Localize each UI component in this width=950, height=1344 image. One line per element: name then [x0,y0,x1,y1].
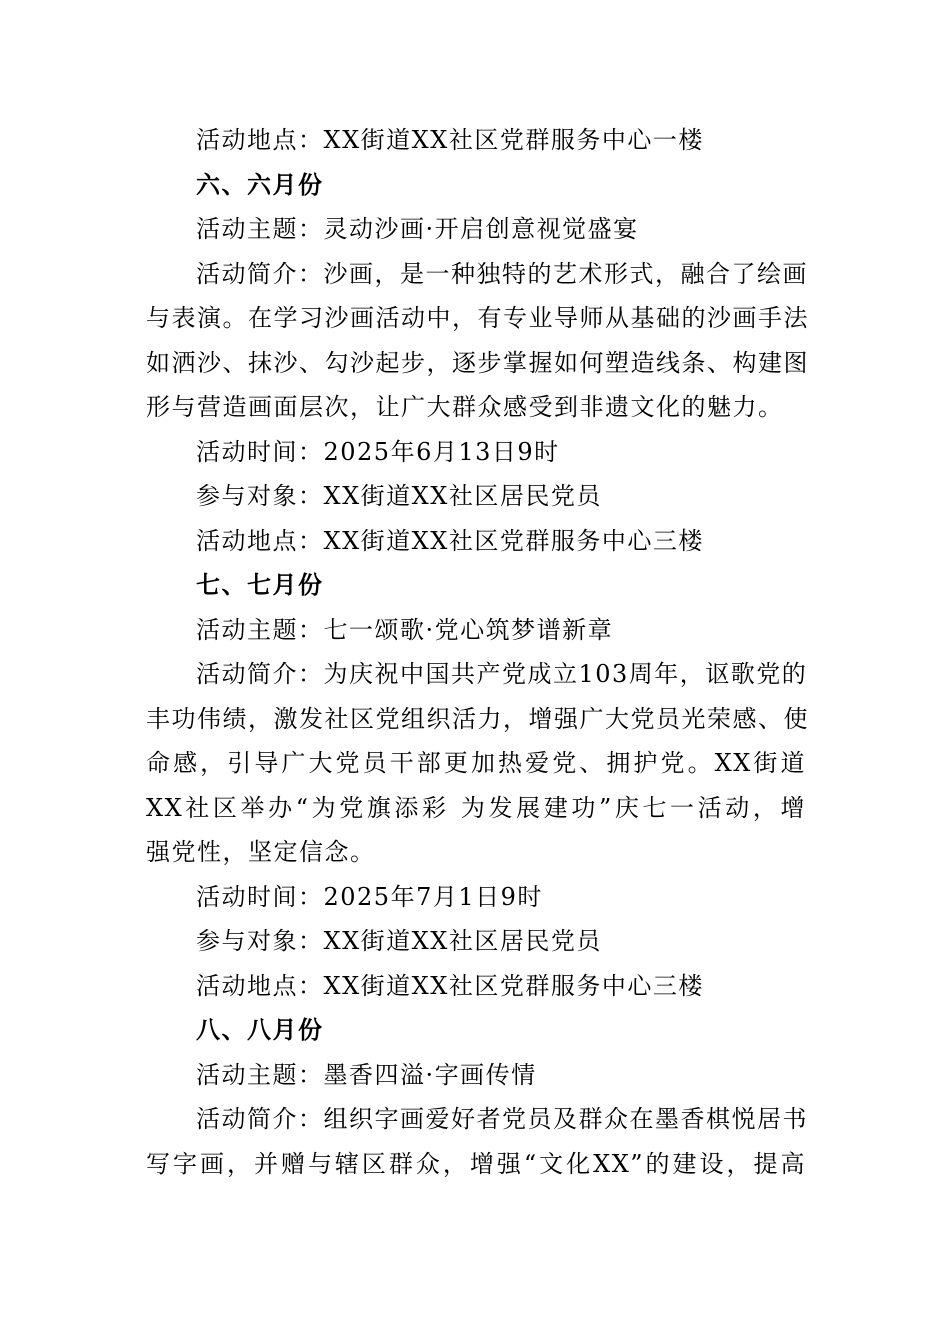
paragraph-line: 与表演。在学习沙画活动中，有专业导师从基础的沙画手法 [146,304,809,332]
paragraph-line: 丰功伟绩，激发社区党组织活力，增强广大党员光荣感、使 [146,704,809,733]
field-location: 活动地点：XX街道XX社区党群服务中心三楼 [196,526,704,555]
paragraph-line: 活动简介：沙画，是一种独特的艺术形式，融合了绘画 [196,259,808,288]
paragraph-line: XX社区举办“为党旗添彩 为发展建功”庆七一活动，增 [146,793,806,822]
field-time: 活动时间：2025年6月13日9时 [196,437,560,466]
section-heading-july: 七、七月份 [196,571,324,599]
field-location: 活动地点：XX街道XX社区党群服务中心一楼 [196,126,704,154]
paragraph-line: 写字画，并赠与辖区群众，增强“文化XX”的建设，提高 [146,1149,806,1178]
field-theme: 活动主题：七一颂歌·党心筑梦谱新章 [196,615,614,644]
field-participants: 参与对象：XX街道XX社区居民党员 [196,482,602,510]
field-participants: 参与对象：XX街道XX社区居民党员 [196,927,602,955]
section-heading-june: 六、六月份 [196,170,324,199]
paragraph-line: 活动简介：组织字画爱好者党员及群众在墨香棋悦居书 [196,1105,808,1133]
paragraph-line: 活动简介：为庆祝中国共产党成立103周年，讴歌党的 [196,660,808,688]
field-time: 活动时间：2025年7月1日9时 [196,882,543,911]
document-body [146,118,809,1186]
field-theme: 活动主题：墨香四溢·字画传情 [196,1060,537,1089]
field-theme: 活动主题：灵动沙画·开启创意视觉盛宴 [196,215,639,243]
section-heading-august: 八、八月份 [196,1016,324,1044]
paragraph-line: 强党性，坚定信念。 [146,838,376,866]
paragraph-line: 形与营造画面层次，让广大群众感受到非遗文化的魅力。 [146,393,784,421]
paragraph-line: 如洒沙、抹沙、勾沙起步，逐步掌握如何塑造线条、构建图 [146,348,809,377]
field-location: 活动地点：XX街道XX社区党群服务中心三楼 [196,971,704,1000]
paragraph-line: 命感，引导广大党员干部更加热爱党、拥护党。XX街道 [146,749,806,777]
